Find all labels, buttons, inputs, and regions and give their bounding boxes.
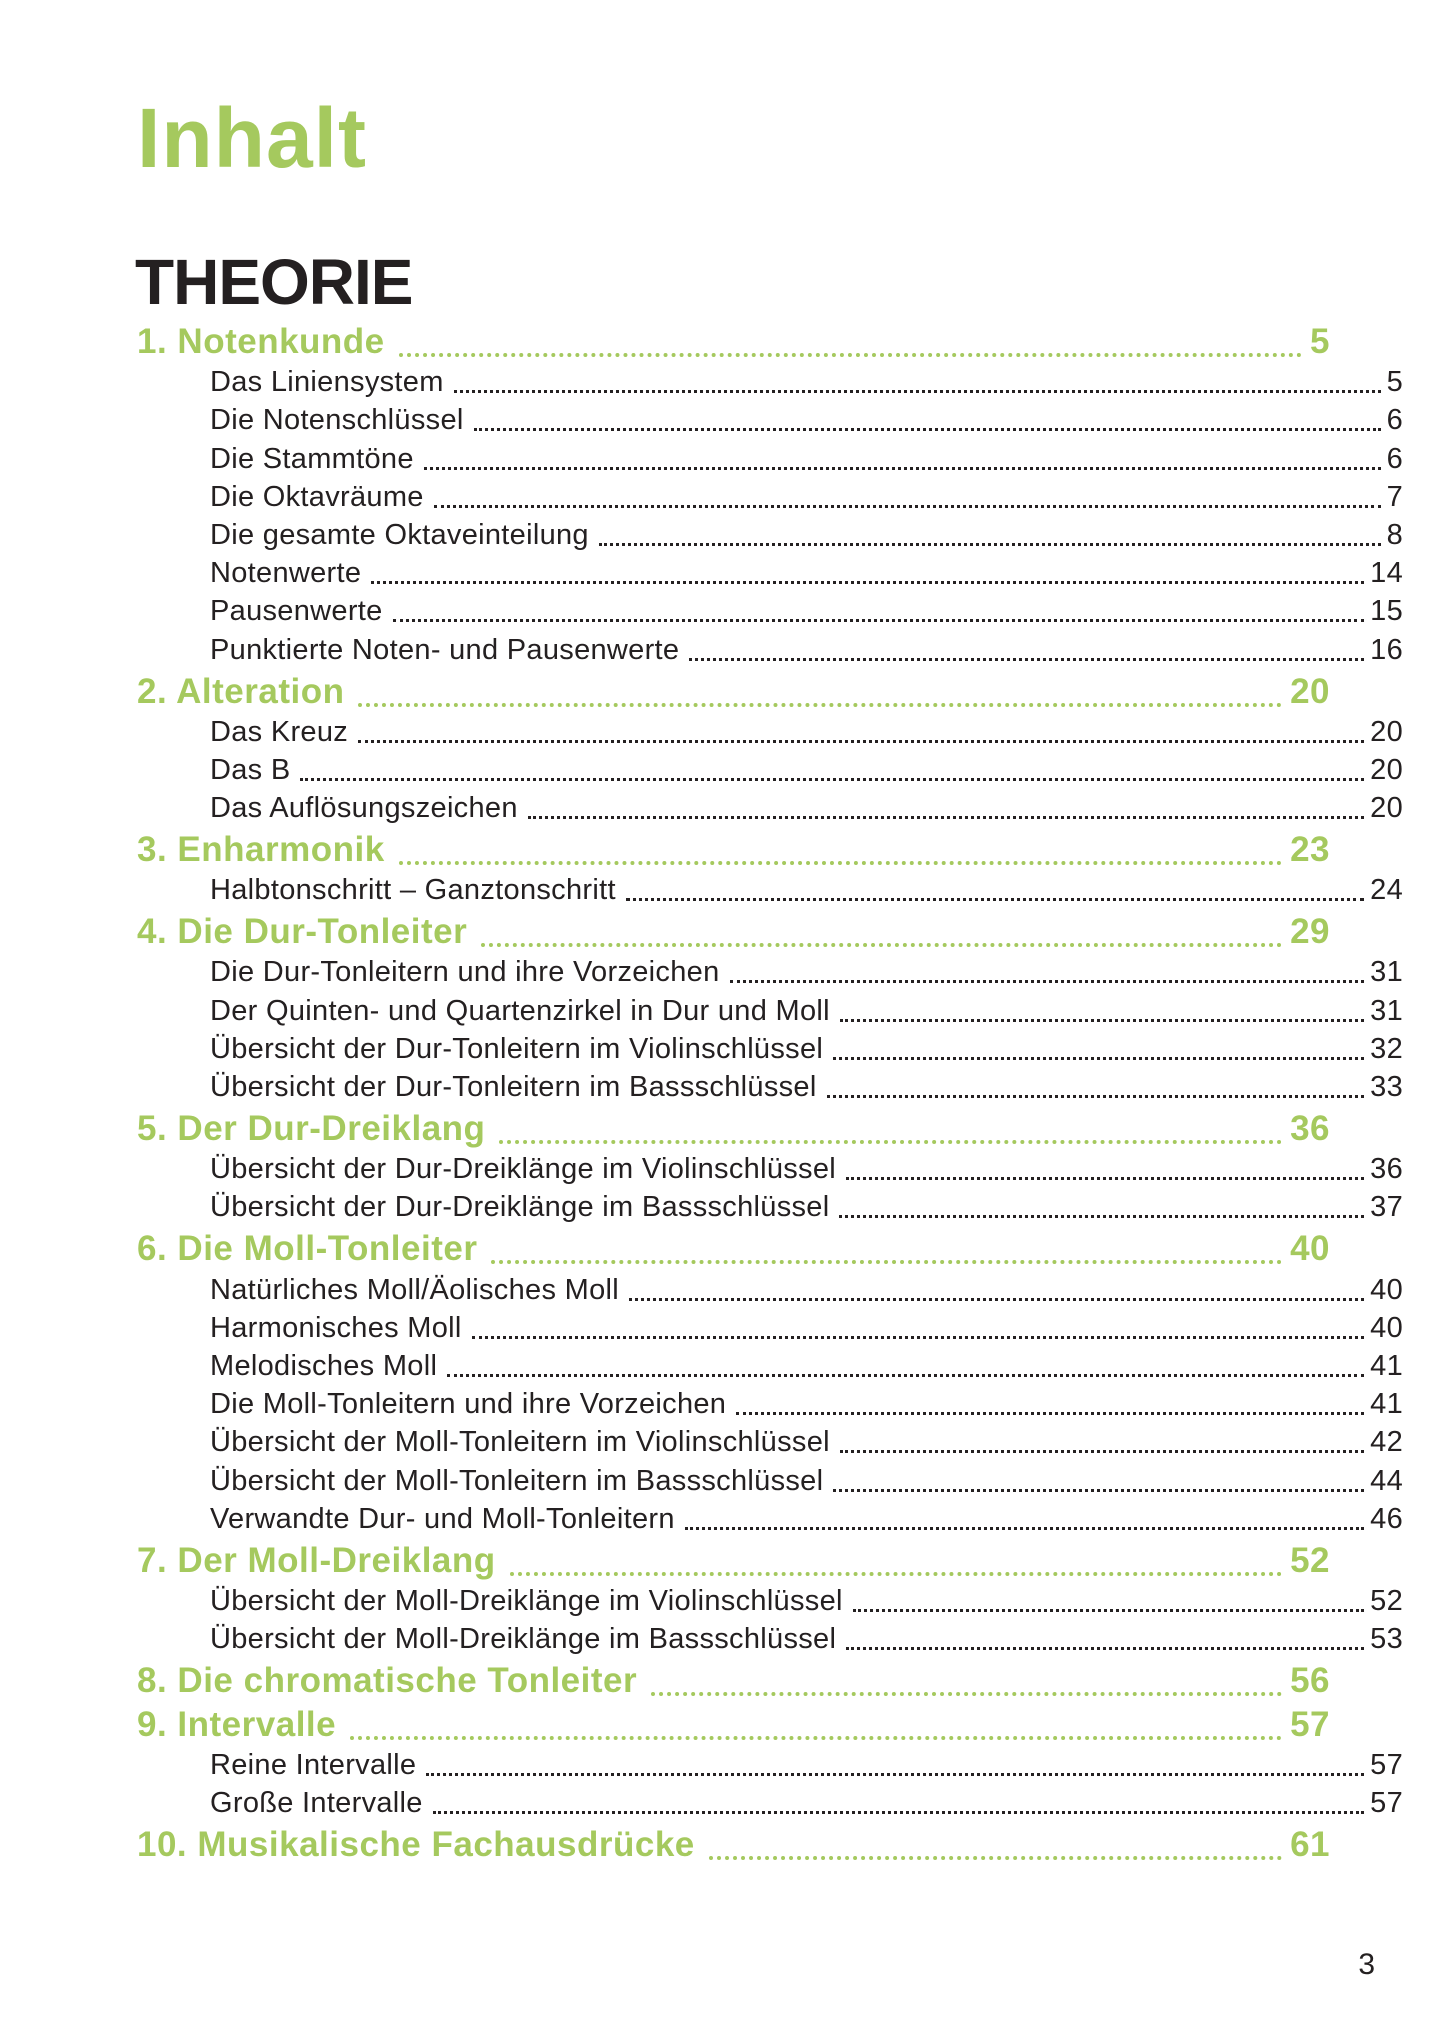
toc-item-row — [137, 1064, 1403, 1102]
dotted-leader — [685, 1527, 1364, 1530]
toc-entry-label: Übersicht der Moll-Dreiklänge im Violinschlüssel — [210, 1584, 843, 1617]
toc-item-row — [137, 588, 1403, 626]
toc-entry-label: Das B — [210, 753, 291, 786]
dotted-leader — [840, 1019, 1364, 1022]
toc-entry-page: 7 — [1386, 480, 1403, 513]
toc-entry-label: Punktierte Noten- und Pausenwerte — [210, 633, 680, 666]
toc-entry-label: Die Moll-Tonleitern und ihre Vorzeichen — [210, 1388, 727, 1421]
toc-entry-page: 41 — [1370, 1388, 1403, 1421]
toc-entry-label: Das Liniensystem — [210, 366, 444, 399]
toc-item-row — [137, 397, 1403, 435]
toc-entry-page: 57 — [1290, 1705, 1330, 1745]
toc-entry-page: 20 — [1290, 671, 1330, 711]
toc-item-row — [137, 1266, 1403, 1304]
dotted-leader — [393, 619, 1365, 622]
toc-entry-label: Die Stammtöne — [210, 442, 414, 475]
toc-chapter-row — [137, 1534, 1330, 1578]
toc-entry-page: 56 — [1290, 1661, 1330, 1701]
toc-item-row — [137, 1146, 1403, 1184]
toc-chapter-row — [137, 315, 1330, 359]
dotted-leader — [481, 943, 1282, 947]
dotted-leader — [689, 658, 1364, 661]
dotted-leader — [358, 703, 1282, 707]
dotted-leader — [651, 1692, 1282, 1696]
toc-entry-page: 23 — [1290, 830, 1330, 870]
page-title: Inhalt — [137, 91, 367, 185]
toc-entry-label: 4. Die Dur-Tonleiter — [137, 912, 468, 952]
toc-entry-label: 1. Notenkunde — [137, 322, 385, 361]
dotted-leader — [736, 1412, 1364, 1415]
dotted-leader — [846, 1177, 1364, 1180]
dotted-leader — [424, 467, 1381, 470]
toc-entry-page: 24 — [1370, 874, 1403, 907]
page-number: 3 — [1358, 1948, 1375, 1981]
toc-entry-label: Übersicht der Dur-Dreiklänge im Violinschlüssel — [210, 1153, 837, 1186]
toc-item-row — [137, 747, 1403, 785]
section-heading-theorie: THEORIE — [135, 246, 413, 318]
dotted-leader — [454, 390, 1381, 393]
toc-entry-page: 33 — [1370, 1071, 1403, 1103]
dotted-leader — [399, 353, 1302, 357]
toc-entry-page: 46 — [1370, 1502, 1403, 1535]
dotted-leader — [300, 778, 1364, 781]
toc-entry-page: 41 — [1370, 1349, 1403, 1382]
dotted-leader — [447, 1374, 1364, 1377]
toc-item-row — [137, 1305, 1403, 1343]
toc-item-row — [137, 435, 1403, 473]
toc-item-row — [137, 987, 1403, 1025]
toc-entry-label: Übersicht der Dur-Tonleitern im Bassschlüssel — [210, 1071, 817, 1103]
toc-entry-label: Natürliches Moll/Äolisches Moll — [210, 1273, 619, 1306]
toc-item-row — [137, 1780, 1403, 1818]
dotted-leader — [730, 980, 1365, 983]
toc-chapter-row — [137, 665, 1330, 709]
dotted-leader — [839, 1215, 1364, 1218]
toc-entry-label: 2. Alteration — [137, 671, 345, 711]
toc-entry-page: 6 — [1386, 404, 1403, 437]
dotted-leader — [371, 581, 1364, 584]
toc-entry-label: 8. Die chromatische Tonleiter — [137, 1661, 638, 1701]
toc-entry-label: Große Intervalle — [210, 1787, 423, 1820]
dotted-leader — [358, 740, 1364, 743]
toc-entry-label: Übersicht der Moll-Tonleitern im Bassschlüssel — [210, 1464, 824, 1497]
toc-entry-page: 42 — [1370, 1426, 1403, 1459]
dotted-leader — [474, 428, 1381, 431]
dotted-leader — [626, 898, 1364, 901]
toc-entry-label: Das Kreuz — [210, 715, 349, 748]
dotted-leader — [350, 1736, 1282, 1740]
toc-item-row — [137, 1419, 1403, 1457]
toc-item-row — [137, 1496, 1403, 1534]
toc-entry-page: 6 — [1386, 442, 1403, 475]
toc-entry-page: 61 — [1290, 1825, 1330, 1865]
toc-chapter-row — [137, 1818, 1330, 1865]
toc-chapter-row — [137, 1102, 1330, 1146]
toc-entry-label: 9. Intervalle — [137, 1705, 337, 1745]
toc-item-row — [137, 1742, 1403, 1780]
toc-entry-page: 5 — [1386, 366, 1403, 399]
toc-entry-label: 5. Der Dur-Dreiklang — [137, 1109, 486, 1148]
toc-item-row — [137, 474, 1403, 512]
toc-chapter-row — [137, 1654, 1330, 1701]
toc-entry-page: 20 — [1370, 792, 1403, 825]
toc-entry-page: 53 — [1370, 1623, 1403, 1656]
toc-entry-page: 37 — [1370, 1191, 1403, 1224]
toc-entry-page: 52 — [1290, 1540, 1330, 1580]
toc-entry-label: Die Dur-Tonleitern und ihre Vorzeichen — [210, 956, 720, 989]
dotted-leader — [629, 1298, 1364, 1301]
toc-entry-label: Übersicht der Dur-Tonleitern im Violinschlüssel — [210, 1032, 824, 1065]
toc-item-row — [137, 1616, 1403, 1654]
toc-entry-label: Notenwerte — [210, 557, 362, 590]
toc-entry-page: 16 — [1370, 633, 1403, 666]
toc-entry-label: Die Oktavräume — [210, 480, 424, 513]
toc-entry-label: Das Auflösungszeichen — [210, 792, 518, 825]
toc-entry-label: 3. Enharmonik — [137, 830, 385, 870]
dotted-leader — [399, 861, 1282, 865]
toc-chapter-row — [137, 1698, 1330, 1745]
dotted-leader — [840, 1450, 1364, 1453]
toc-item-row — [137, 785, 1403, 823]
toc-entry-page: 36 — [1290, 1109, 1330, 1148]
toc-entry-label: 10. Musikalische Fachausdrücke — [137, 1825, 695, 1865]
toc-entry-label: 6. Die Moll-Tonleiter — [137, 1229, 478, 1269]
dotted-leader — [433, 1811, 1364, 1814]
dotted-leader — [472, 1336, 1364, 1339]
toc-entry-label: Übersicht der Dur-Dreiklänge im Bassschlüssel — [210, 1191, 830, 1224]
toc-entry-page: 32 — [1370, 1032, 1403, 1065]
toc-item-row — [137, 1343, 1403, 1381]
toc-entry-page: 40 — [1290, 1229, 1330, 1269]
table-of-contents — [137, 315, 1403, 1865]
dotted-leader — [499, 1140, 1282, 1144]
toc-entry-page: 36 — [1370, 1153, 1403, 1186]
toc-entry-label: Reine Intervalle — [210, 1749, 417, 1782]
toc-item-row — [137, 626, 1403, 664]
toc-entry-label: Verwandte Dur- und Moll-Tonleitern — [210, 1502, 675, 1535]
toc-item-row — [137, 1381, 1403, 1419]
toc-entry-page: 31 — [1370, 994, 1403, 1027]
dotted-leader — [846, 1647, 1364, 1650]
toc-chapter-row — [137, 823, 1330, 870]
toc-entry-page: 14 — [1370, 557, 1403, 590]
toc-item-row — [137, 867, 1403, 905]
toc-item-row — [137, 1184, 1403, 1222]
dotted-leader — [528, 816, 1364, 819]
toc-entry-page: 20 — [1370, 753, 1403, 786]
toc-entry-label: Die gesamte Oktaveinteilung — [210, 518, 589, 551]
toc-entry-label: Übersicht der Moll-Dreiklänge im Bassschlüssel — [210, 1623, 837, 1656]
dotted-leader — [426, 1773, 1364, 1776]
dotted-leader — [833, 1057, 1364, 1060]
dotted-leader — [599, 543, 1381, 546]
toc-entry-page: 44 — [1370, 1464, 1403, 1497]
dotted-leader — [510, 1572, 1282, 1576]
toc-entry-page: 8 — [1386, 518, 1403, 551]
toc-entry-label: Halbtonschritt – Ganztonschritt — [210, 874, 616, 907]
toc-item-row — [137, 1578, 1403, 1616]
toc-entry-label: Pausenwerte — [210, 595, 383, 628]
toc-entry-label: Übersicht der Moll-Tonleitern im Violinschlüssel — [210, 1426, 830, 1459]
toc-item-row — [137, 550, 1403, 588]
toc-entry-page: 31 — [1370, 956, 1403, 989]
dotted-leader — [833, 1489, 1364, 1492]
toc-entry-page: 29 — [1290, 912, 1330, 952]
toc-item-row — [137, 512, 1403, 550]
toc-item-row — [137, 359, 1403, 397]
toc-entry-page: 57 — [1370, 1749, 1403, 1782]
toc-entry-page: 5 — [1310, 322, 1330, 361]
toc-entry-page: 52 — [1370, 1584, 1403, 1617]
dotted-leader — [434, 505, 1381, 508]
toc-item-row — [137, 709, 1403, 747]
toc-entry-page: 40 — [1370, 1311, 1403, 1344]
dotted-leader — [827, 1095, 1365, 1098]
toc-entry-label: Harmonisches Moll — [210, 1311, 462, 1344]
toc-entry-label: Der Quinten- und Quartenzirkel in Dur und Moll — [210, 994, 830, 1027]
toc-entry-page: 57 — [1370, 1787, 1403, 1820]
toc-entry-label: Die Notenschlüssel — [210, 404, 464, 437]
dotted-leader — [491, 1260, 1282, 1264]
toc-item-row — [137, 949, 1403, 987]
dotted-leader — [853, 1609, 1364, 1612]
toc-entry-label: 7. Der Moll-Dreiklang — [137, 1540, 496, 1580]
toc-chapter-row — [137, 1222, 1330, 1269]
toc-chapter-row — [137, 905, 1330, 952]
toc-entry-page: 20 — [1370, 715, 1403, 748]
toc-entry-page: 15 — [1370, 595, 1403, 628]
toc-entry-label: Melodisches Moll — [210, 1349, 438, 1382]
toc-item-row — [137, 1026, 1403, 1064]
dotted-leader — [709, 1856, 1282, 1860]
toc-entry-page: 40 — [1370, 1273, 1403, 1306]
toc-item-row — [137, 1457, 1403, 1495]
